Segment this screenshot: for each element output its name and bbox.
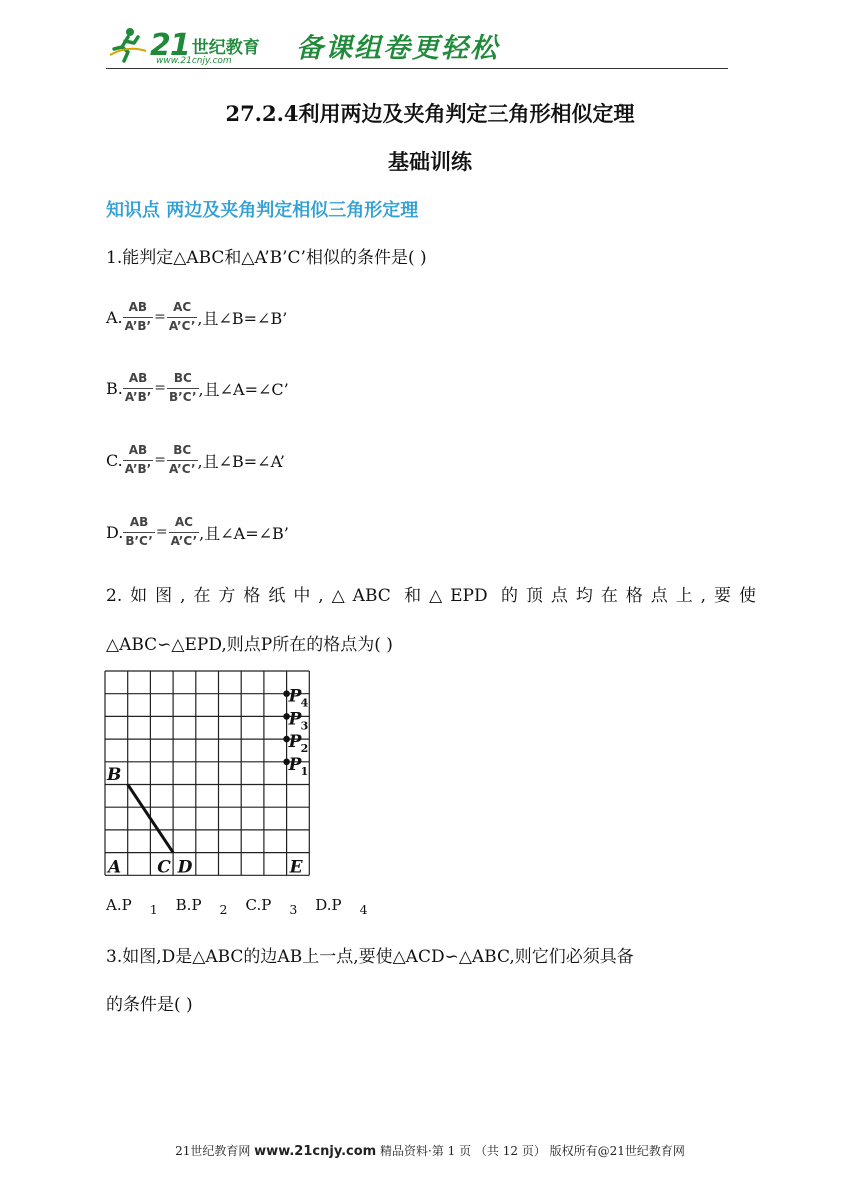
option-letter: D. [106, 522, 124, 542]
page-title: 27.2.4利用两边及夹角判定三角形相似定理 [225, 101, 635, 126]
question-1-option-c [106, 435, 285, 485]
logo-url: www.21cnjy.com [156, 56, 232, 66]
label-p2: P [288, 732, 302, 753]
equals-sign: = [154, 452, 166, 468]
equals-sign: = [154, 380, 167, 396]
question-3-stem-line-2: 的条件是( ) [106, 995, 193, 1015]
label-c: C [157, 857, 171, 876]
subscript-4: 4 [300, 696, 309, 710]
page-subtitle: 基础训练 [388, 149, 472, 174]
label-d: D [177, 857, 193, 876]
denominator: A’C’ [168, 461, 196, 476]
fraction [169, 516, 200, 547]
label-p3: P [288, 709, 302, 730]
subscript-2: 2 [300, 742, 309, 756]
label-a: A [108, 857, 122, 876]
numerator: AC [173, 300, 192, 315]
option-condition: ,且∠B=∠B’ [197, 308, 288, 328]
numerator: AB [128, 300, 148, 315]
denominator: B’C’ [125, 533, 153, 548]
logo-number: 21 [150, 27, 190, 63]
fraction [167, 444, 198, 475]
denominator: A’B’ [124, 389, 152, 404]
logo-text: 世纪教育 [191, 37, 260, 58]
numerator: AB [128, 443, 148, 458]
option-letter: C. [106, 450, 123, 470]
question-3-stem-line-1: 3.如图,D是△ABC的边AB上一点,要使△ACD∽△ABC,则它们必须具备 [106, 947, 634, 967]
header-logo [108, 22, 260, 68]
footer-right: 精品资料·第 1 页 （共 12 页） 版权所有@21世纪教育网 [376, 1144, 685, 1158]
numerator: AC [174, 515, 193, 530]
question-1-option-d [106, 507, 289, 557]
question-1-stem: 1.能判定△ABC和△A’B’C’相似的条件是( ) [106, 248, 427, 268]
subscript-1: 1 [300, 764, 309, 778]
numerator: AB [129, 515, 149, 530]
footer-left: 21世纪教育网 [175, 1144, 255, 1158]
numerator: AB [128, 371, 148, 386]
runner-logo-icon [108, 25, 148, 65]
grid-figure [100, 664, 340, 876]
option-letter: A. [106, 307, 123, 327]
fraction [167, 301, 198, 332]
denominator: A’C’ [168, 318, 196, 333]
question-2-stem-line-1: 2.如图,在方格纸中,△ABC 和△EPD 的顶点均在格点上,要使 [106, 586, 756, 606]
question-1-option-b [106, 363, 289, 413]
page-footer [0, 1142, 860, 1159]
label-e: E [289, 857, 303, 876]
fraction [123, 516, 155, 547]
equals-sign: = [154, 309, 166, 325]
denominator: A’B’ [124, 461, 152, 476]
question-2-stem-line-2: △ABC∽△EPD,则点P所在的格点为( ) [106, 635, 393, 655]
choice-d: D.P $_4$ [315, 896, 368, 917]
option-condition: ,且∠A=∠B’ [199, 523, 289, 543]
header-divider [106, 68, 728, 69]
question-2-choices [106, 896, 386, 917]
question-1-option-a [106, 292, 287, 342]
choice-c: C.P $_3$ [245, 896, 298, 917]
choice-b: B.P $_2$ [175, 896, 228, 917]
numerator: BC [173, 443, 192, 458]
label-p1: P [288, 754, 302, 775]
fraction [123, 444, 153, 475]
fraction [123, 372, 153, 403]
label-b: B [107, 764, 122, 785]
numerator: BC [173, 371, 192, 386]
label-p4: P [288, 686, 302, 707]
option-letter: B. [106, 378, 123, 398]
option-condition: ,且∠A=∠C’ [198, 379, 289, 399]
section-heading: 知识点 两边及夹角判定相似三角形定理 [106, 200, 419, 221]
equals-sign: = [155, 524, 168, 540]
denominator: A’C’ [170, 533, 198, 548]
header-slogan: 备课组卷更轻松 [296, 33, 499, 64]
grid-lines [105, 671, 309, 875]
footer-url: www.21cnjy.com [254, 1144, 377, 1159]
subscript-3: 3 [300, 719, 309, 733]
fraction [123, 301, 153, 332]
fraction [167, 372, 199, 403]
choice-a: A.P $_1$ [106, 896, 158, 917]
denominator: A’B’ [124, 318, 152, 333]
denominator: B’C’ [169, 389, 197, 404]
option-condition: ,且∠B=∠A’ [197, 451, 285, 471]
